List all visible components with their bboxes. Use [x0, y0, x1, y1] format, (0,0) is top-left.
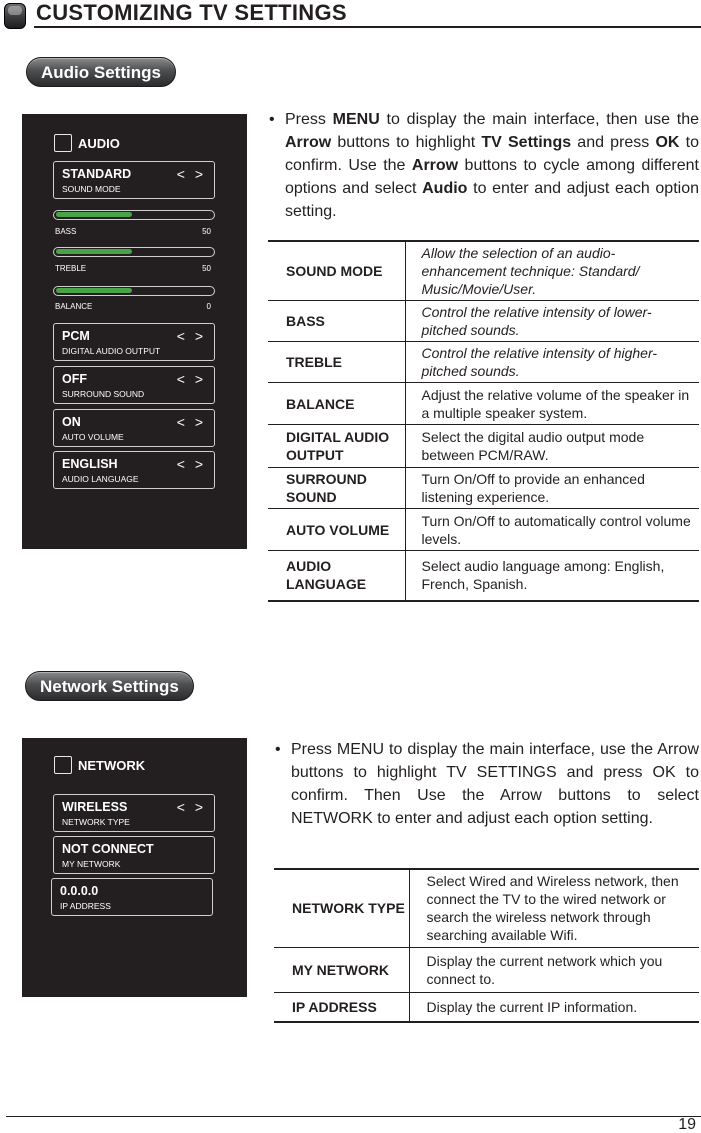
audio-instructions — [269, 108, 700, 223]
option-label: SOUND MODE — [62, 184, 121, 194]
table-row — [268, 301, 699, 342]
table-key: SURROUND SOUND — [268, 468, 405, 509]
text-run: and press — [571, 134, 656, 151]
table-row — [268, 383, 699, 425]
audio-settings-label: Audio Settings — [26, 57, 176, 87]
page-number: 19 — [678, 1116, 696, 1133]
table-key: DIGITAL AUDIO OUTPUT — [268, 425, 405, 468]
option-value: STANDARD — [62, 167, 132, 181]
arrows-icon: < > — [176, 328, 206, 344]
surround-sound-option[interactable] — [53, 366, 215, 404]
slider-value: 50 — [202, 264, 211, 273]
option-label: IP ADDRESS — [60, 901, 111, 911]
text-run: Press — [285, 111, 333, 128]
table-key: AUDIO LANGUAGE — [268, 551, 405, 601]
table-desc: Control the relative intensity of higher-pitched sounds. — [421, 345, 658, 379]
table-row — [268, 241, 699, 301]
slider-label: TREBLE — [55, 264, 87, 273]
table-desc: Adjust the relative volume of the speaker in a multiple speaker system. — [421, 386, 690, 421]
table-row — [268, 509, 699, 551]
network-options-table — [274, 868, 699, 1023]
table-desc: Control the relative intensity of lower-pitched sounds. — [421, 304, 652, 338]
arrows-icon: < > — [176, 371, 206, 387]
text-bold: OK — [655, 134, 680, 151]
table-row — [268, 425, 699, 468]
auto-volume-option[interactable] — [53, 409, 215, 447]
table-key: TREBLE — [268, 342, 405, 383]
bullet-icon: • — [275, 741, 281, 758]
table-key: IP ADDRESS — [274, 992, 409, 1022]
table-desc: Select audio language among: English, French, Spanish. — [421, 558, 665, 593]
table-key: BALANCE — [268, 383, 405, 425]
my-network-option[interactable] — [53, 836, 215, 874]
option-value: PCM — [62, 329, 90, 343]
network-menu-title: NETWORK — [78, 757, 146, 773]
table-row — [274, 947, 699, 992]
audio-menu-screen — [22, 114, 247, 549]
sound-mode-option[interactable] — [53, 161, 215, 199]
slider-value: 0 — [206, 302, 211, 311]
table-row — [274, 992, 699, 1022]
slider-fill — [56, 212, 132, 217]
table-row — [268, 551, 699, 601]
option-label: MY NETWORK — [62, 859, 121, 869]
table-desc: Select Wired and Wireless network, then connect the TV to the wired network or search the wireless network through searching available Wifi. — [426, 873, 679, 944]
option-value: ENGLISH — [62, 457, 118, 471]
audio-options-table — [268, 240, 699, 602]
bass-slider[interactable] — [53, 210, 215, 220]
treble-slider[interactable] — [53, 247, 215, 257]
digital-audio-output-option[interactable] — [53, 323, 215, 361]
option-label: DIGITAL AUDIO OUTPUT — [62, 346, 161, 356]
text-run: to confirm. Use the — [285, 134, 700, 174]
ip-address-option[interactable] — [51, 878, 213, 916]
text-run: buttons to cycle among different options and select — [285, 157, 699, 197]
arrows-icon: < > — [176, 166, 206, 182]
title-icon — [4, 3, 26, 29]
slider-fill — [56, 288, 132, 293]
balance-slider[interactable] — [53, 286, 215, 296]
network-menu-header — [54, 756, 145, 774]
option-value: OFF — [62, 372, 87, 386]
arrows-icon: < > — [176, 799, 206, 815]
bullet-icon: • — [269, 111, 275, 128]
table-row — [274, 869, 699, 947]
network-type-option[interactable] — [53, 794, 215, 832]
table-desc: Display the current IP information. — [426, 998, 638, 1015]
footer-divider — [6, 1116, 701, 1117]
audio-menu-header — [54, 134, 120, 152]
text-run: to enter and adjust each option setting. — [285, 180, 700, 220]
table-key: NETWORK TYPE — [274, 869, 409, 947]
page-title: CUSTOMIZING TV SETTINGS — [36, 0, 347, 25]
option-value: WIRELESS — [62, 800, 128, 814]
network-menu-screen — [22, 738, 247, 997]
table-key: SOUND MODE — [268, 241, 405, 301]
text-run: buttons to highlight — [331, 134, 482, 151]
option-value: NOT CONNECT — [62, 842, 154, 856]
slider-label: BASS — [55, 227, 77, 236]
slider-fill — [56, 249, 132, 254]
option-label: AUTO VOLUME — [62, 432, 124, 442]
arrows-icon: < > — [176, 414, 206, 430]
text-run: to display the main interface, then use the — [379, 111, 700, 128]
table-row — [268, 342, 699, 383]
option-label: SURROUND SOUND — [62, 389, 145, 399]
table-key: MY NETWORK — [274, 947, 409, 992]
slider-label: BALANCE — [55, 302, 93, 311]
text-bold: MENU — [332, 111, 380, 128]
option-label: NETWORK TYPE — [62, 817, 130, 827]
option-value: 0.0.0.0 — [60, 884, 99, 898]
text-bold: TV Settings — [481, 134, 572, 151]
table-key: AUTO VOLUME — [268, 509, 405, 551]
network-instructions — [275, 738, 699, 830]
table-desc: Allow the selection of an audio-enhancement technique: Standard/ Music/Movie/User. — [421, 245, 640, 297]
option-value: ON — [62, 415, 81, 429]
network-settings-label: Network Settings — [25, 671, 194, 701]
table-desc: Select the digital audio output mode between PCM/RAW. — [421, 429, 645, 463]
text-bold: Audio — [422, 180, 468, 197]
table-row — [268, 468, 699, 509]
text-bold: Arrow — [285, 134, 332, 151]
checkbox-icon — [54, 756, 72, 774]
slider-value: 50 — [202, 227, 211, 236]
title-divider — [34, 26, 701, 28]
table-desc: Turn On/Off to provide an enhanced listening experience. — [421, 471, 645, 505]
arrows-icon: < > — [176, 456, 206, 472]
text-run: Press MENU to display the main interface, use the Arrow buttons to highlight TV SETTINGS and press OK to confirm. Then Use the Arrow buttons to select NETWORK to enter and adjust each option setting. — [291, 741, 699, 827]
audio-menu-title: AUDIO — [78, 135, 120, 151]
table-desc: Turn On/Off to automatically control volume levels. — [421, 512, 691, 547]
text-bold: Arrow — [411, 157, 459, 174]
checkbox-icon — [54, 134, 72, 152]
option-label: AUDIO LANGUAGE — [62, 474, 139, 484]
audio-language-option[interactable] — [53, 451, 215, 489]
table-key: BASS — [268, 301, 405, 342]
table-desc: Display the current network which you connect to. — [426, 952, 663, 987]
